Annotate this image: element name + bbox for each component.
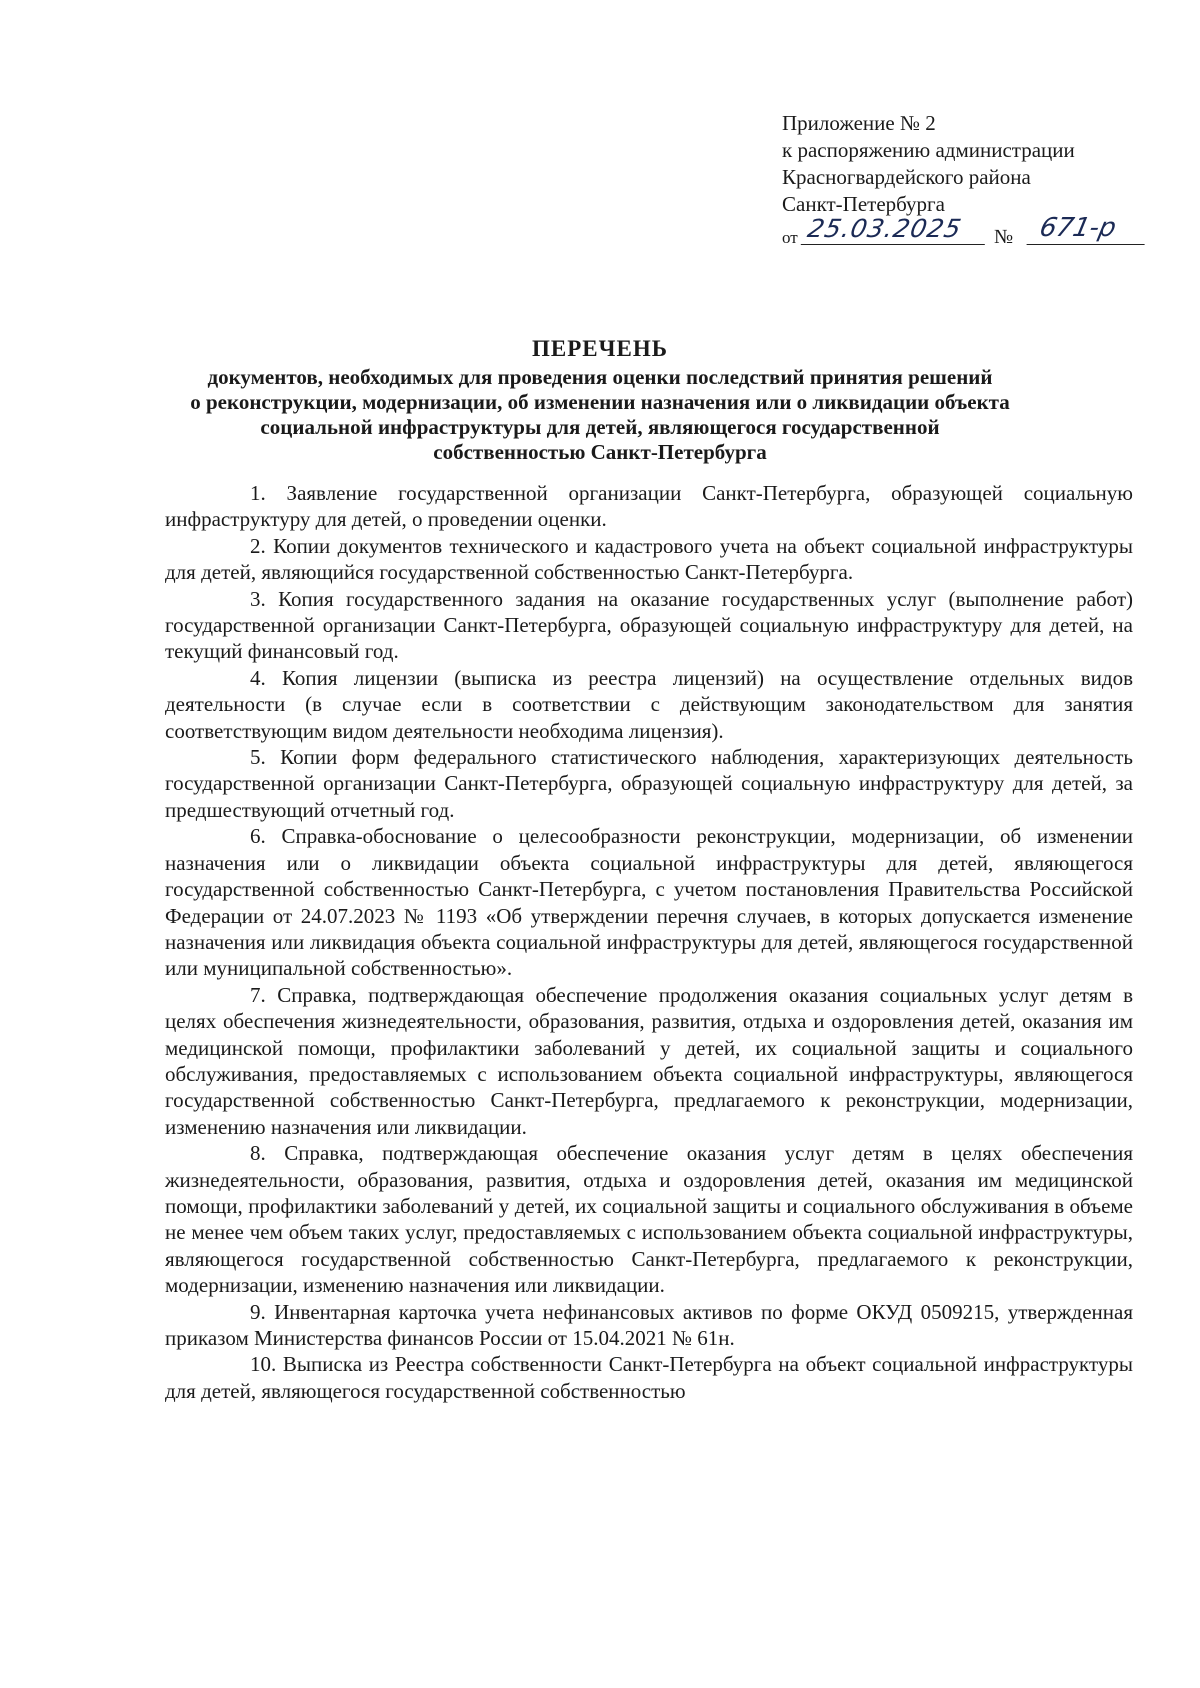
title-line-1: документов, необходимых для проведения оценки последствий принятия решений [207, 365, 993, 389]
document-title [150, 336, 1050, 465]
appendix-number: Приложение № 2 [782, 111, 936, 135]
date-prefix: от [782, 228, 798, 247]
title-line-2: о реконструкции, модернизации, об изменении назначения или о ликвидации объекта [190, 390, 1010, 414]
list-item-3: 3. Копия государственного задания на оказание государственных услуг (выполнение работ) государственной организации Санкт-Петербурга, образующей социальную инфраструктуру для детей, на текущий финансовый год. [165, 586, 1133, 664]
appendix-district: Красногвардейского района [782, 165, 1031, 189]
list-item-4: 4. Копия лицензии (выписка из реестра лицензий) на осуществление отдельных видов деятельности (в случае если в соответствии с действующим законодательством для занятия соответствующим видом деятельности необходима лицензия). [165, 665, 1133, 743]
title-heading: ПЕРЕЧЕНЬ [532, 336, 668, 361]
list-item-6: 6. Справка-обоснование о целесообразности реконструкции, модернизации, об изменении назначения или о ликвидации объекта социальной инфраструктуры для детей, являющегося государственной собственностью Санкт-Петербурга, с учетом постановления Правительства Российской Федерации от 24.07.2023 № 1193 «Об утверждении перечня случаев, в которых допускается изменение назначения или ликвидация объекта социальной инфраструктуры для детей, являющегося государственной или муниципальной собственностью». [165, 824, 1133, 981]
list-item-9: 9. Инвентарная карточка учета нефинансовых активов по форме ОКУД 0509215, утвержденная приказом Министерства финансов России от 15.04.2021 № 61н. [165, 1299, 1133, 1350]
list-item-5: 5. Копии форм федерального статистического наблюдения, характеризующих деятельность государственной организации Санкт-Петербурга, образующей социальную инфраструктуру для детей, за предшествующий отчетный год. [165, 745, 1133, 822]
appendix-block [782, 110, 1142, 248]
list-item-10: 10. Выписка из Реестра собственности Санкт-Петербурга на объект социальной инфраструктуры для детей, являющегося государственной собственностью [165, 1352, 1133, 1403]
appendix-order-ref: к распоряжению администрации [782, 138, 1075, 162]
handwritten-date: 25.03.2025 [801, 214, 992, 245]
list-item-8: 8. Справка, подтверждающая обеспечение оказания услуг детям в целях обеспечения жизнедеятельности, образования, развития, отдыха и оздоровления детей, оказания им медицинской помощи, профилактики заболеваний у детей, их социальной защиты и социального обслуживания в объеме не менее чем объем таких услуг, предоставляемых с использованием объекта социальной инфраструктуры, являющегося государственной собственностью Санкт-Петербурга, предлагаемого к реконструкции, модернизации, изменению назначения или ликвидации. [165, 1141, 1133, 1298]
handwritten-order-number: 671-р [1026, 212, 1151, 245]
list-item-1: 1. Заявление государственной организации Санкт-Петербурга, образующей социальную инфраструктуру для детей, о проведении оценки. [165, 481, 1133, 532]
number-sign: № [994, 226, 1014, 248]
title-line-4: собственностью Санкт-Петербурга [433, 440, 767, 464]
list-item-2: 2. Копии документов технического и кадастрового учета на объект социальной инфраструктуры для детей, являющийся государственной собственностью Санкт-Петербурга. [165, 533, 1133, 585]
title-line-3: социальной инфраструктуры для детей, являющегося государственной [260, 415, 940, 439]
appendix-city: Санкт-Петербурга [782, 192, 945, 216]
list-item-7: 7. Справка, подтверждающая обеспечение продолжения оказания социальных услуг детям в целях обеспечения жизнедеятельности, образования, развития, отдыха и оздоровления детей, оказания им медицинской помощи, профилактики заболеваний у детей, их социальной защиты и социального обслуживания, предоставляемых с использованием объекта социальной инфраструктуры, являющегося государственной собственностью Санкт-Петербурга, предлагаемого к реконструкции, модернизации, изменению назначения или ликвидации. [165, 982, 1133, 1139]
document-list [165, 480, 1133, 1404]
order-date-number-row [782, 213, 1142, 248]
